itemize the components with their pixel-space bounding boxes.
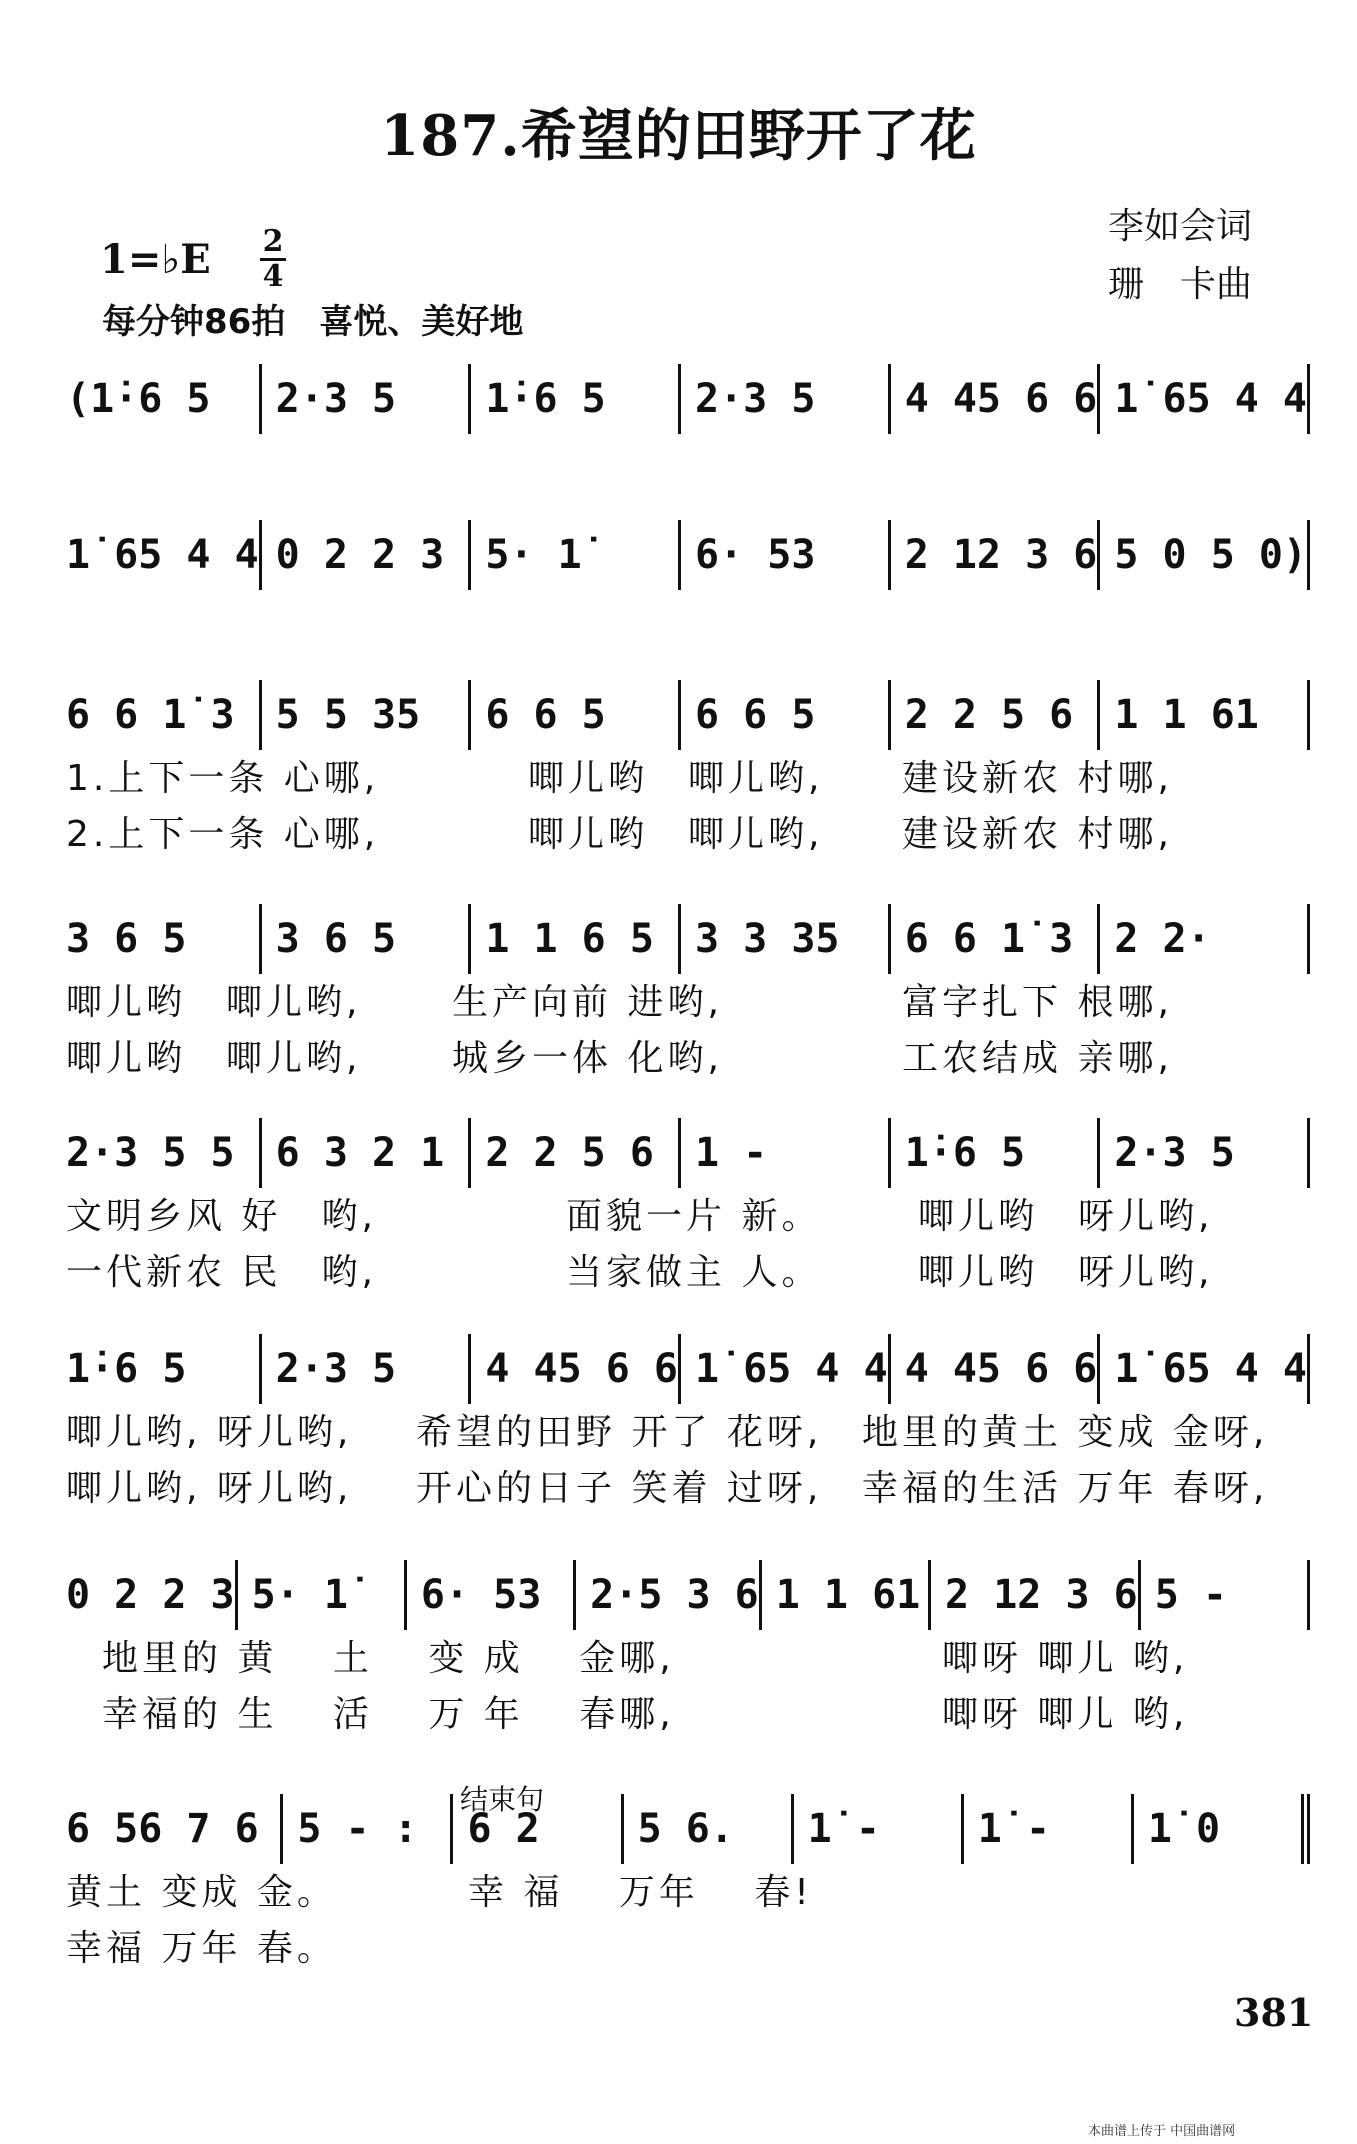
measure: 1 1 61 <box>1097 680 1310 750</box>
lyric-line-2 <box>62 1460 1310 1516</box>
lyric-text: 开心的日子 笑着 过呀, <box>416 1468 823 1509</box>
system-3 <box>62 680 1310 862</box>
measure: 3 3 35 <box>678 904 888 974</box>
measure: 2·3 5 <box>1097 1118 1310 1188</box>
measure: 1̇ 65 4 4 <box>66 532 259 578</box>
meter-bottom: 4 <box>262 259 284 294</box>
lyric-line-2 <box>62 806 1310 862</box>
measure: 4 45 6 6 <box>888 364 1098 434</box>
system-8 <box>62 1794 1310 1976</box>
lyric-text: 幸福 万年 春。 <box>66 1928 337 1969</box>
lyric-text: 幸 福 万年 春! <box>468 1872 813 1913</box>
measure: 2 2· <box>1097 904 1310 974</box>
lyric-text: 建设新农 村哪, <box>902 814 1173 855</box>
lyric-text: 生产向前 进哟, <box>452 982 723 1023</box>
measure: 1̇·6 5 <box>66 1346 187 1392</box>
song-title: 187.希望的田野开了花 <box>380 103 977 169</box>
lyric-text: 黄土 变成 金。 <box>66 1872 337 1913</box>
page-number: 381 <box>1234 1990 1314 2035</box>
measure: 6 6 5 <box>468 680 678 750</box>
measure: 0 2 2 3 <box>259 520 469 590</box>
measure: 2 2 5 6 <box>468 1118 678 1188</box>
measure: 2·3 5 <box>259 364 469 434</box>
lyric-text: 唧儿哟, 呀儿哟, <box>66 1468 353 1509</box>
measure: 1̇ 65 4 4 <box>1097 364 1310 434</box>
measure: (1̇·6 5 <box>66 376 211 422</box>
measure: 1 1 61 <box>759 1560 928 1630</box>
lyric-text: 唧呀 唧儿 哟, <box>942 1694 1189 1735</box>
lyric-text: 一代新农 民 哟, <box>66 1252 377 1293</box>
system-7 <box>62 1560 1310 1742</box>
measure: 6 2 <box>450 1794 620 1864</box>
lyric-text: 希望的田野 开了 花呀, <box>416 1412 823 1453</box>
lyric-text: 唧儿哟 唧儿哟, <box>528 814 824 855</box>
measure: 1 1 6 5 <box>468 904 678 974</box>
lyric-line-1 <box>62 1188 1310 1244</box>
lyric-line-2 <box>62 1920 1310 1976</box>
measure: 5 - : <box>280 1794 450 1864</box>
measure: 2·3 5 <box>678 364 888 434</box>
lyric-text: 唧呀 唧儿 哟, <box>942 1638 1189 1679</box>
lyric-text: 唧儿哟 唧儿哟, <box>528 758 824 799</box>
measure: 5· 1̇ <box>235 1560 404 1630</box>
lyric-text: 文明乡风 好 哟, <box>66 1196 377 1237</box>
notation-row <box>62 520 1310 590</box>
lyric-text: 幸福的生活 万年 春呀, <box>862 1468 1269 1509</box>
lyric-text: 建设新农 村哪, <box>902 758 1173 799</box>
lyric-text: 唧儿哟 唧儿哟, <box>66 982 362 1023</box>
measure: 5 0 5 0) <box>1097 520 1310 590</box>
composer-credit: 珊 卡曲 <box>1108 264 1253 305</box>
measure: 3 6 5 <box>66 916 187 962</box>
measure: 1̇ - <box>961 1794 1131 1864</box>
notation-row <box>62 680 1310 750</box>
measure: 2 2 5 6 <box>888 680 1098 750</box>
footer-watermark: 本曲谱上传于 中国曲谱网 <box>1088 2124 1236 2139</box>
measure: 1̇ - <box>791 1794 961 1864</box>
lyric-text: 幸福的 生 活 万 年 春哪, <box>102 1694 675 1735</box>
measure: 6· 53 <box>678 520 888 590</box>
lyric-text: 2.上下一条 心哪, <box>66 814 380 855</box>
notation-row <box>62 1560 1310 1630</box>
measure: 2·3 5 5 <box>66 1130 235 1176</box>
measure: 1̇·6 5 <box>888 1118 1098 1188</box>
notation-row <box>62 1794 1310 1864</box>
measure: 4 45 6 6 <box>468 1334 678 1404</box>
lyric-line-1 <box>62 1630 1310 1686</box>
notation-row <box>62 1334 1310 1404</box>
lyric-line-2 <box>62 1686 1310 1742</box>
key-signature: 1=♭E <box>100 236 211 283</box>
lyric-text: 富字扎下 根哪, <box>902 982 1173 1023</box>
measure: 2·5 3 6 <box>573 1560 759 1630</box>
measure: 6 6 5 <box>678 680 888 750</box>
measure: 2 12 3 6 <box>888 520 1098 590</box>
lyric-text: 当家做主 人。 <box>566 1252 822 1293</box>
lyric-text: 唧儿哟 呀儿哟, <box>918 1196 1214 1237</box>
measure: 2 12 3 6 <box>928 1560 1138 1630</box>
system-1 <box>62 364 1310 434</box>
lyric-text: 城乡一体 化哟, <box>452 1038 723 1079</box>
lyricist-credit: 李如会词 <box>1108 206 1253 247</box>
lyric-line-2 <box>62 1030 1310 1086</box>
lyric-text: 1.上下一条 心哪, <box>66 758 380 799</box>
measure: 5 - <box>1138 1560 1310 1630</box>
measure: 1̇·6 5 <box>468 364 678 434</box>
ending-label: 结束句 <box>460 1783 545 1816</box>
system-4 <box>62 904 1310 1086</box>
measure: 6 6 1̇ 3 <box>66 692 235 738</box>
measure: 2·3 5 <box>259 1334 469 1404</box>
system-2 <box>62 520 1310 590</box>
measure: 5 6. <box>621 1794 791 1864</box>
measure: 3 6 5 <box>259 904 469 974</box>
measure: 1̇ 65 4 4 <box>678 1334 888 1404</box>
system-6 <box>62 1334 1310 1516</box>
lyric-text: 地里的 黄 土 变 成 金哪, <box>102 1638 675 1679</box>
measure: 6· 53 <box>404 1560 573 1630</box>
notation-row <box>62 1118 1310 1188</box>
measure: 1̇ 0 <box>1131 1794 1310 1864</box>
lyric-line-1 <box>62 974 1310 1030</box>
measure: 5· 1̇ <box>468 520 678 590</box>
notation-row <box>62 364 1310 434</box>
measure: 6 6 1̇ 3 <box>888 904 1098 974</box>
lyric-text: 唧儿哟 唧儿哟, <box>66 1038 362 1079</box>
lyric-text: 工农结成 亲哪, <box>902 1038 1173 1079</box>
measure: 6 3 2 1 <box>259 1118 469 1188</box>
lyric-text: 面貌一片 新。 <box>566 1196 822 1237</box>
meter-top: 2 <box>262 224 284 259</box>
lyric-line-2 <box>62 1244 1310 1300</box>
lyric-line-1 <box>62 750 1310 806</box>
measure: 6 56 7 6 <box>66 1806 259 1852</box>
time-signature <box>256 224 290 294</box>
lyric-line-1 <box>62 1404 1310 1460</box>
notation-row <box>62 904 1310 974</box>
measure: 1 - <box>678 1118 888 1188</box>
measure: 5 5 35 <box>259 680 469 750</box>
tempo-marking: 每分钟86拍 喜悦、美好地 <box>102 302 524 342</box>
system-5 <box>62 1118 1310 1300</box>
lyric-text: 唧儿哟 呀儿哟, <box>918 1252 1214 1293</box>
measure: 0 2 2 3 <box>66 1572 235 1618</box>
measure: 1̇ 65 4 4 <box>1097 1334 1310 1404</box>
measure: 4 45 6 6 <box>888 1334 1098 1404</box>
lyric-text: 地里的黄土 变成 金呀, <box>862 1412 1269 1453</box>
lyric-text: 唧儿哟, 呀儿哟, <box>66 1412 353 1453</box>
lyric-line-1 <box>62 1864 1310 1920</box>
